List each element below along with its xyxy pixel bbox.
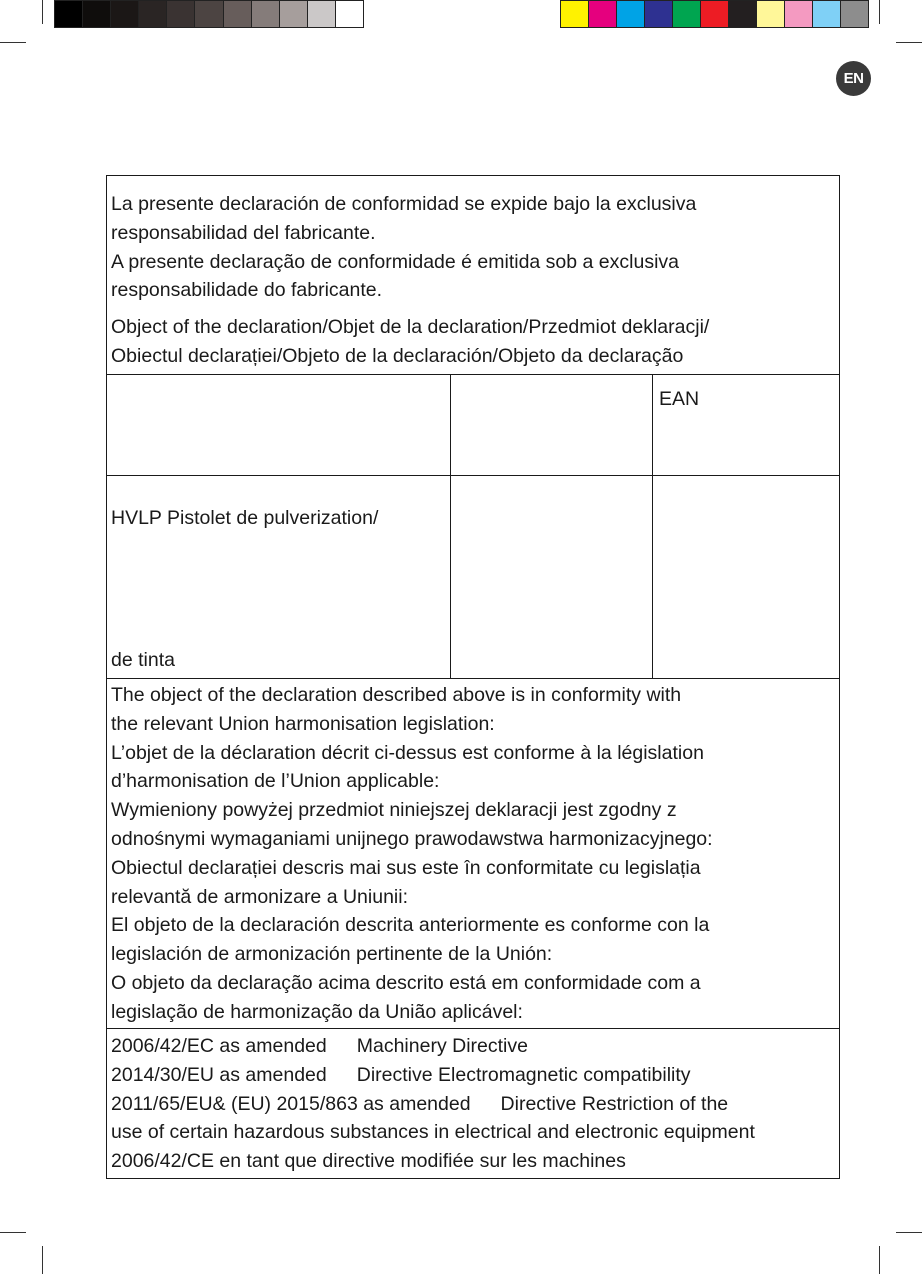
color-swatch — [700, 1, 728, 27]
gray-swatch — [138, 1, 166, 27]
product-model-cell — [450, 476, 652, 678]
gray-swatch — [110, 1, 138, 27]
crop-mark-top-left-v — [42, 0, 43, 24]
crop-mark-bottom-right-v — [879, 1246, 880, 1274]
conformity-line: relevantă de armonizare a Uniunii: — [111, 885, 408, 908]
conformity-line: El objeto de la declaración descrita anteriormente es conforme con la — [111, 914, 710, 937]
conformity-line: The object of the declaration described above is in conformity with — [111, 684, 682, 706]
directive-name: Directive Restriction of the — [500, 1092, 729, 1115]
crop-mark-bottom-right-h — [896, 1232, 922, 1233]
color-swatch — [644, 1, 672, 27]
directive-name: Directive Electromagnetic compatibility — [356, 1063, 691, 1086]
grayscale-color-bar — [54, 0, 364, 28]
conformity-line: legislação de harmonização da União aplicável: — [111, 1000, 523, 1023]
gray-swatch — [335, 1, 363, 27]
color-swatch — [728, 1, 756, 27]
conformity-line: legislación de armonización pertinente de la Unión: — [111, 943, 553, 966]
product-name-cell — [107, 476, 450, 678]
directive-fr-line: 2006/42/CE en tant que directive modifiée sur les machines — [111, 1150, 626, 1173]
color-swatch — [784, 1, 812, 27]
directive-continuation: use of certain hazardous substances in electrical and electronic equipment — [111, 1121, 755, 1144]
color-swatch — [840, 1, 868, 27]
gray-swatch — [223, 1, 251, 27]
directive-code: 2006/42/EC as amended — [111, 1035, 327, 1057]
directive-code: 2014/30/EU as amended — [111, 1063, 327, 1086]
directive-line — [111, 1090, 835, 1119]
gray-swatch — [307, 1, 335, 27]
gray-swatch — [55, 1, 82, 27]
intro-line: La presente declaración de conformidad se expide bajo la exclusiva — [111, 193, 697, 215]
crop-mark-bottom-left-v — [42, 1246, 43, 1274]
header-cell-ean: EAN — [652, 375, 839, 475]
color-swatch — [756, 1, 784, 27]
crop-mark-top-right-h — [896, 42, 922, 43]
conformity-line: Obiectul declarației descris mai sus este în conformitate cu legislația — [111, 856, 701, 879]
conformity-line: d’harmonisation de l’Union applicable: — [111, 770, 440, 793]
crop-mark-bottom-left-h — [0, 1232, 26, 1233]
color-swatch — [588, 1, 616, 27]
crop-mark-top-left-h — [0, 42, 26, 43]
product-ean-cell — [652, 476, 839, 678]
crop-mark-top-right-v — [879, 0, 880, 24]
product-name-line: HVLP Pistolet de pulverization/ — [111, 507, 379, 529]
gray-swatch — [82, 1, 110, 27]
conformity-line: O objeto da declaração acima descrito está em conformidade com a — [111, 971, 701, 994]
table-header-row — [107, 374, 839, 475]
gray-swatch — [166, 1, 194, 27]
directives-section — [107, 1028, 839, 1178]
product-name-line: de tinta — [111, 649, 175, 671]
gray-swatch — [251, 1, 279, 27]
directive-line — [111, 1032, 835, 1061]
color-swatch — [616, 1, 644, 27]
conformity-line: odnośnymi wymaganiami unijnego prawodawstwa harmonizacyjnego: — [111, 827, 713, 850]
conformity-line: the relevant Union harmonisation legislation: — [111, 712, 495, 735]
color-swatch — [672, 1, 700, 27]
object-heading-line: Object of the declaration/Objet de la declaration/Przedmiot deklaracji/ — [111, 316, 710, 339]
header-cell-col1 — [107, 375, 450, 475]
directive-line — [111, 1061, 835, 1090]
color-swatch — [812, 1, 840, 27]
language-badge: EN — [836, 61, 871, 96]
intro-section — [107, 176, 839, 374]
conformity-statement-section — [107, 678, 839, 1028]
conformity-line: L’objet de la déclaration décrit ci-dessus est conforme à la législation — [111, 741, 704, 764]
color-swatch — [561, 1, 588, 27]
directive-code: 2011/65/EU& (EU) 2015/863 as amended — [111, 1092, 471, 1115]
directive-name: Machinery Directive — [356, 1035, 528, 1057]
conformity-line: Wymieniony powyżej przedmiot niniejszej deklaracji jest zgodny z — [111, 799, 677, 822]
gray-swatch — [194, 1, 222, 27]
header-cell-col2 — [450, 375, 652, 475]
intro-line: A presente declaração de conformidade é emitida sob a exclusiva — [111, 250, 680, 273]
intro-line: responsabilidade do fabricante. — [111, 279, 383, 302]
declaration-of-conformity-table — [106, 175, 840, 1179]
object-heading-line: Obiectul declarației/Objeto de la declaración/Objeto da declaração — [111, 344, 684, 367]
process-color-bar — [560, 0, 869, 28]
gray-swatch — [279, 1, 307, 27]
intro-line: responsabilidad del fabricante. — [111, 221, 376, 244]
product-row — [107, 475, 839, 678]
